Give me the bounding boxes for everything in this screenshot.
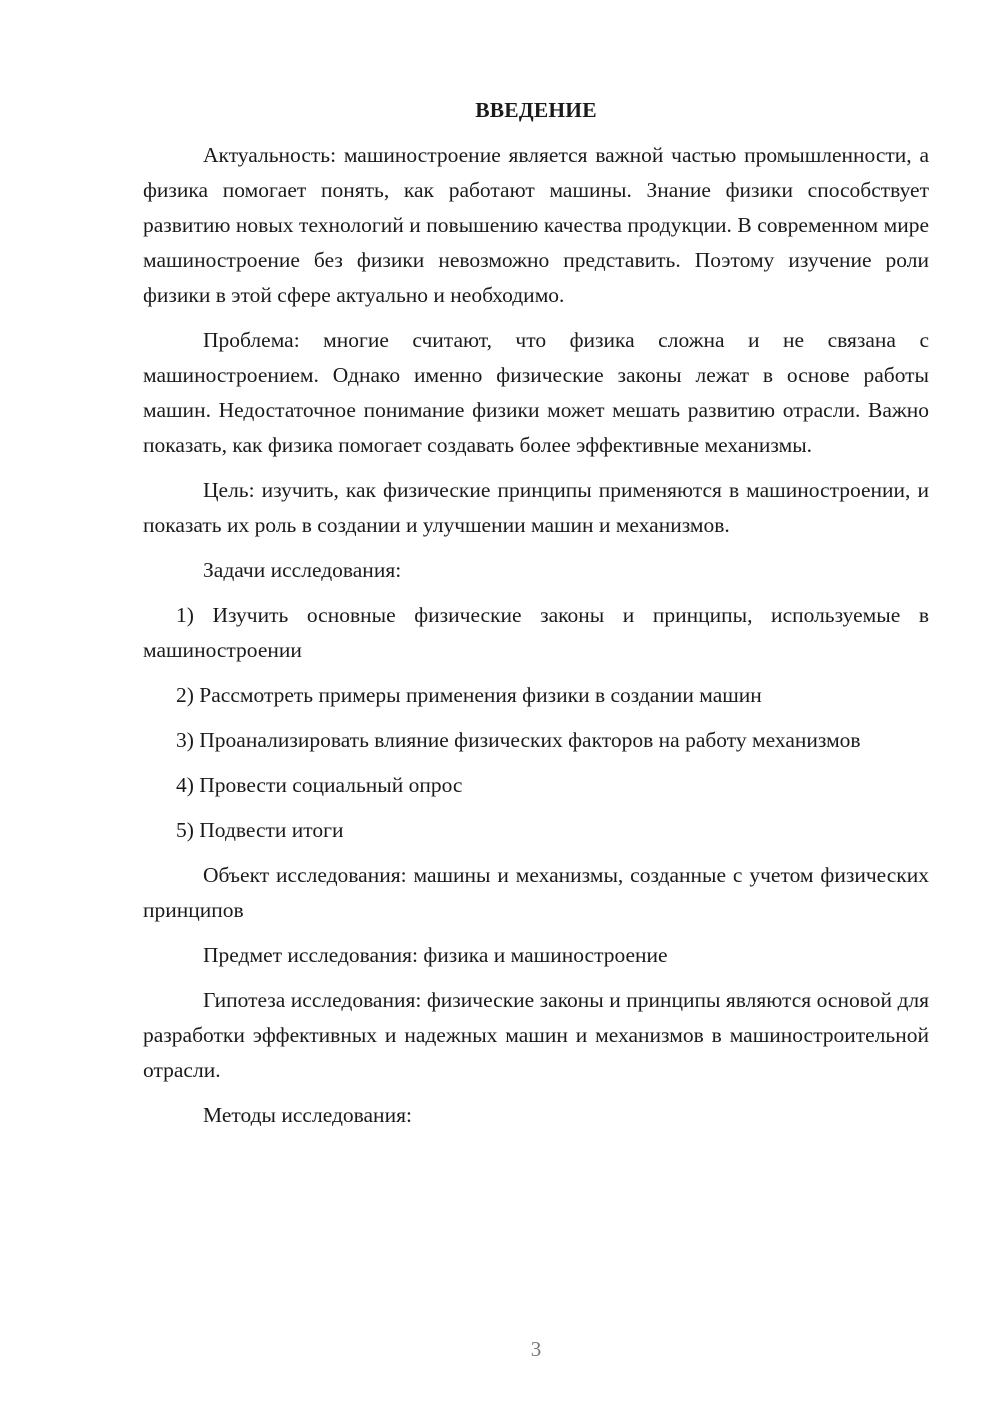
task-item-4: 4) Провести социальный опрос (176, 773, 463, 797)
paragraph-object: Объект исследования: машины и механизмы, созданные с учетом физических принципов (143, 863, 929, 922)
page-number: 3 (530, 1337, 542, 1361)
paragraph-methods: Методы исследования: (203, 1103, 412, 1127)
task-item-3: 3) Проанализировать влияние физических факторов на работу механизмов (176, 728, 861, 752)
task-item-2: 2) Рассмотреть примеры применения физики в создании машин (176, 683, 762, 707)
paragraph-problem: Проблема: многие считают, что физика сложна и не связана с машиностроением. Однако именно физические законы лежат в основе работы машин. Недостаточное понимание физики может мешать развитию отрасли. Важно показать, как физика помогает создавать более эффективные механизмы. (143, 328, 929, 457)
page-content (143, 93, 929, 1143)
paragraph-subject: Предмет исследования: физика и машиностроение (203, 943, 668, 967)
paragraph-relevance: Актуальность: машиностроение является важной частью промышленности, а физика помогает понять, как работают машины. Знание физики способствует развитию новых технологий и повышению качества продукции. В современном мире машиностроение без физики невозможно представить. Поэтому изучение роли физики в этой сфере актуально и необходимо. (143, 143, 929, 307)
task-item-5: 5) Подвести итоги (176, 818, 344, 842)
task-item-1: 1) Изучить основные физические законы и принципы, используемые в машиностроении (143, 603, 929, 662)
paragraph-hypothesis: Гипотеза исследования: физические законы и принципы являются основой для разработки эффективных и надежных машин и механизмов в машиностроительной отрасли. (143, 988, 929, 1082)
paragraph-goal: Цель: изучить, как физические принципы применяются в машиностроении, и показать их роль в создании и улучшении машин и механизмов. (143, 478, 929, 537)
page-title: ВВЕДЕНИЕ (475, 98, 597, 122)
paragraph-tasks-heading: Задачи исследования: (203, 558, 402, 582)
